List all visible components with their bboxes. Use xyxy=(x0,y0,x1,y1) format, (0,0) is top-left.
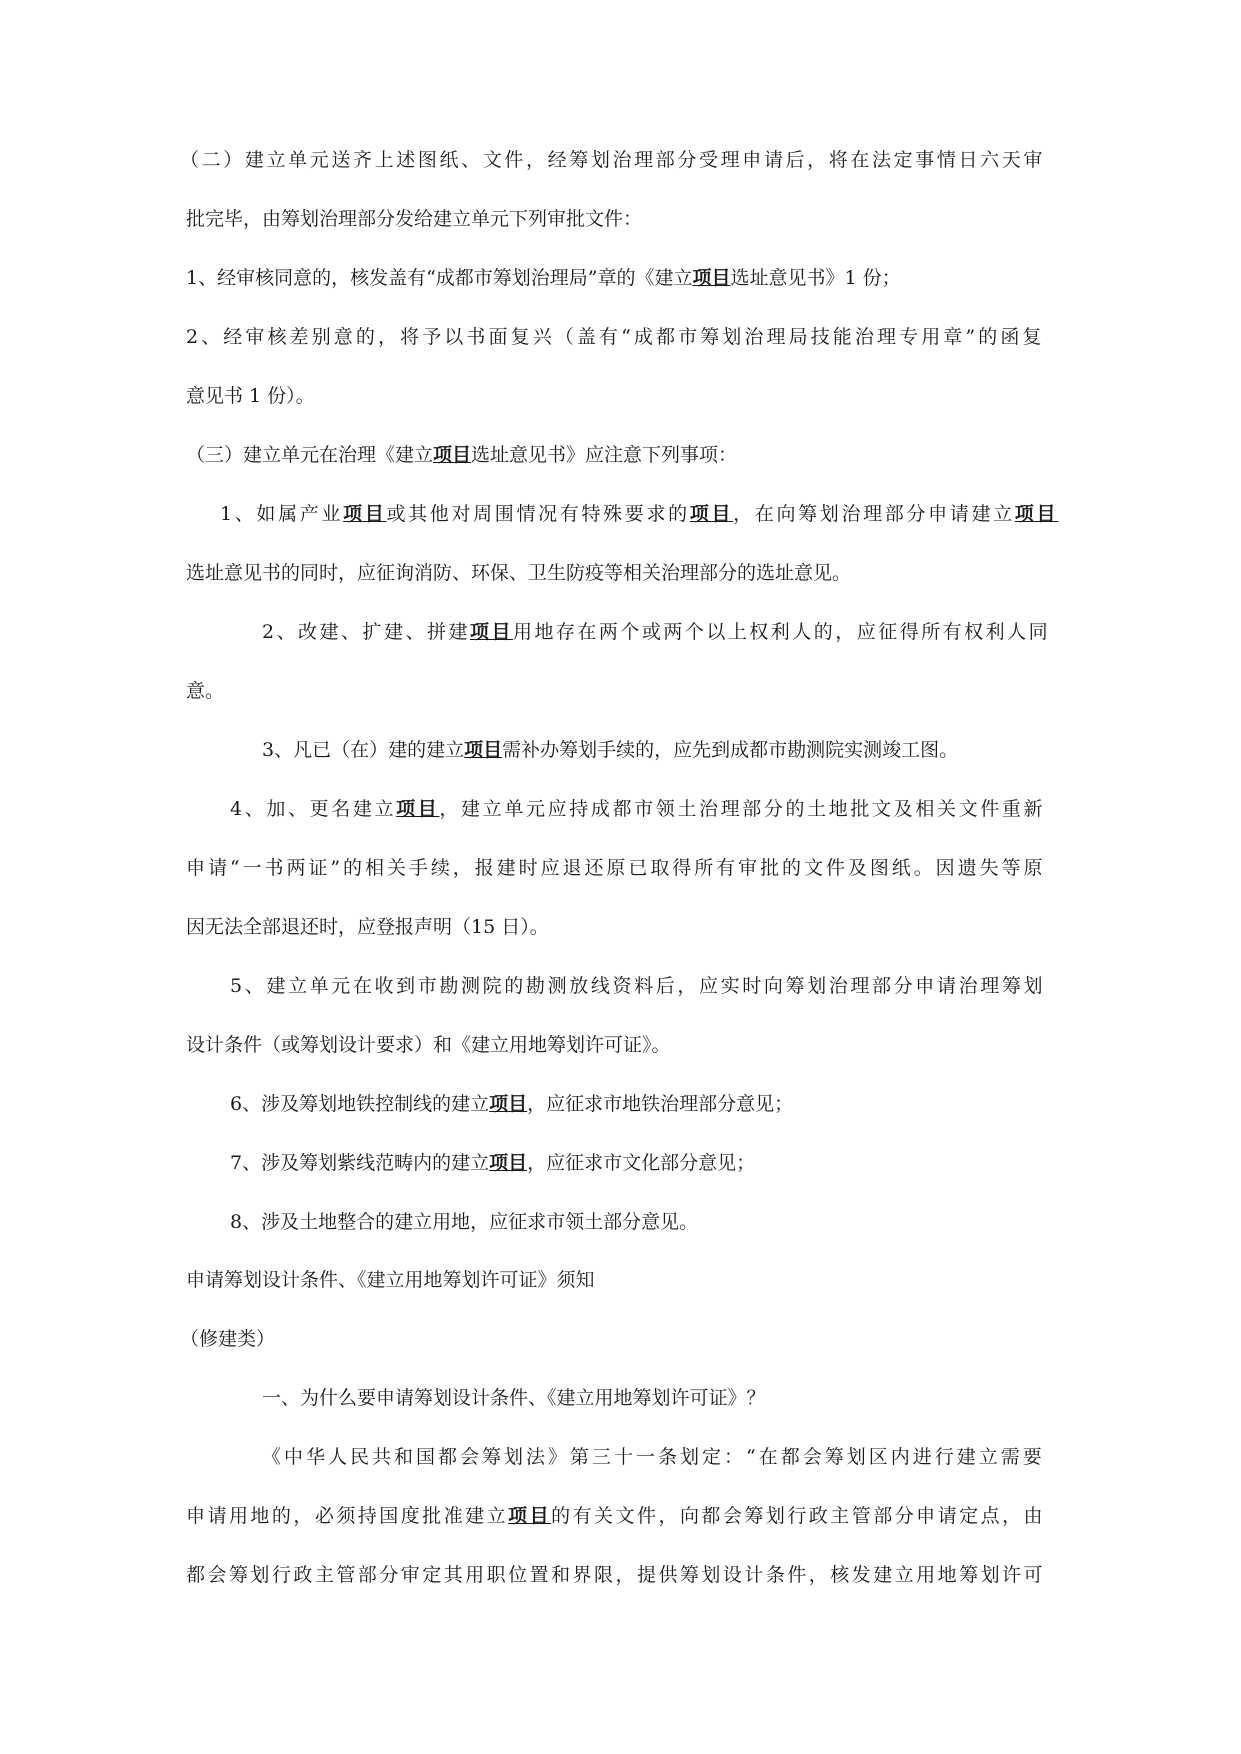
text-line xyxy=(230,1090,793,1118)
text-segment: （三）建立单元在治理《建立 xyxy=(186,444,434,466)
keyword-link[interactable]: 项目 xyxy=(692,267,731,289)
text-line xyxy=(262,1384,766,1412)
keyword-link[interactable]: 项目 xyxy=(433,444,472,466)
text-line xyxy=(186,913,549,941)
text-segment: 《中华人民共和国都会筹划法》第三十一条划定：“在都会筹划区内进行建立需要 xyxy=(262,1446,1045,1468)
text-line xyxy=(230,795,1045,823)
keyword-link[interactable]: 项目 xyxy=(1014,503,1059,525)
text-line xyxy=(180,146,1045,174)
text-segment: （修建类） xyxy=(180,1328,276,1350)
text-segment: 用地存在两个或两个以上权利人的，应征得所有权利人同 xyxy=(512,621,1051,643)
text-segment: 或其他对周围情况有特殊要求的 xyxy=(386,503,690,525)
keyword-link[interactable]: 项目 xyxy=(343,503,387,525)
text-segment: 7、涉及筹划紫线范畴内的建立 xyxy=(230,1152,490,1174)
text-line xyxy=(230,1149,755,1177)
text-line xyxy=(186,205,642,233)
text-segment: 选址意见书的同时，应征询消防、环保、卫生防疫等相关治理部分的选址意见。 xyxy=(186,562,852,584)
text-segment: ，在向筹划治理部分申请建立 xyxy=(733,503,1015,525)
text-segment: 1、如属产业 xyxy=(220,503,344,525)
text-line xyxy=(186,1502,1045,1530)
text-line xyxy=(230,972,1045,1000)
text-segment: 选址意见书》1 份； xyxy=(730,267,901,289)
text-line xyxy=(262,618,1050,646)
text-segment: 5、建立单元在收到市勘测院的勘测放线资料后，应实时向筹划治理部分申请治理筹划 xyxy=(230,975,1046,997)
text-segment: （二）建立单元送齐上述图纸、文件，经筹划治理部分受理申请后，将在法定事情日六天审 xyxy=(180,149,1046,171)
text-segment: 8、涉及土地整合的建立用地，应征求市领土部分意见。 xyxy=(230,1211,699,1233)
keyword-link[interactable]: 项目 xyxy=(464,739,503,761)
keyword-link[interactable]: 项目 xyxy=(396,798,440,820)
text-segment: ，应征求市文化部分意见； xyxy=(527,1152,756,1174)
text-segment: 批完毕，由筹划治理部分发给建立单元下列审批文件： xyxy=(186,208,643,230)
text-segment: 申请“一书两证”的相关手续，报建时应退还原已取得所有审批的文件及图纸。因遗失等原 xyxy=(186,857,1046,879)
text-segment: 需补办筹划手续的，应先到成都市勘测院实测竣工图。 xyxy=(502,739,959,761)
keyword-link[interactable]: 项目 xyxy=(469,621,513,643)
keyword-link[interactable]: 项目 xyxy=(508,1505,552,1527)
text-segment: 选址意见书》应注意下列事项： xyxy=(471,444,738,466)
keyword-link[interactable]: 项目 xyxy=(689,503,734,525)
text-line xyxy=(186,1031,671,1059)
text-segment: 意见书 1 份）。 xyxy=(186,385,315,407)
text-line xyxy=(186,323,1045,351)
text-segment: 的有关文件，向都会筹划行政主管部分申请定点，由 xyxy=(551,1505,1046,1527)
text-segment: 申请用地的，必须持国度批准建立 xyxy=(186,1505,509,1527)
text-segment: 6、涉及筹划地铁控制线的建立 xyxy=(230,1093,490,1115)
text-segment: 都会筹划行政主管部分审定其用职位置和界限，提供筹划设计条件，核发建立用地筹划许可 xyxy=(186,1564,1046,1586)
text-segment: 意。 xyxy=(186,680,225,702)
text-segment: 3、凡已（在）建的建立 xyxy=(262,739,465,761)
text-segment: ，建立单元应持成都市领土治理部分的土地批文及相关文件重新 xyxy=(439,798,1046,820)
text-segment: 一、为什么要申请筹划设计条件、《建立用地筹划许可证》？ xyxy=(262,1387,766,1409)
text-line xyxy=(186,264,901,292)
keyword-link[interactable]: 项目 xyxy=(489,1093,528,1115)
text-segment: 申请筹划设计条件、《建立用地筹划许可证》须知 xyxy=(186,1269,595,1291)
text-line xyxy=(186,441,737,469)
text-segment: 2、经审核差别意的，将予以书面复兴（盖有“成都市筹划治理局技能治理专用章”的函复 xyxy=(186,326,1045,348)
text-segment: 设计条件（或筹划设计要求）和《建立用地筹划许可证》。 xyxy=(186,1034,671,1056)
text-line xyxy=(262,1443,1045,1471)
text-line xyxy=(230,1208,698,1236)
keyword-link[interactable]: 项目 xyxy=(489,1152,528,1174)
text-segment: 1、经审核同意的，核发盖有“成都市筹划治理局”章的《建立 xyxy=(186,267,693,289)
text-segment: ，应征求市地铁治理部分意见； xyxy=(527,1093,794,1115)
text-segment: 2、改建、扩建、拼建 xyxy=(262,621,470,643)
text-segment: 因无法全部退还时，应登报声明（15 日）。 xyxy=(186,916,549,938)
text-line xyxy=(186,559,851,587)
text-line xyxy=(220,500,1058,528)
text-line xyxy=(180,1325,275,1353)
text-line xyxy=(186,382,315,410)
text-line xyxy=(186,1266,595,1294)
text-line xyxy=(262,736,958,764)
text-line xyxy=(186,1561,1045,1589)
text-segment: 4、加、更名建立 xyxy=(230,798,397,820)
text-line xyxy=(186,854,1045,882)
text-line xyxy=(186,677,224,705)
